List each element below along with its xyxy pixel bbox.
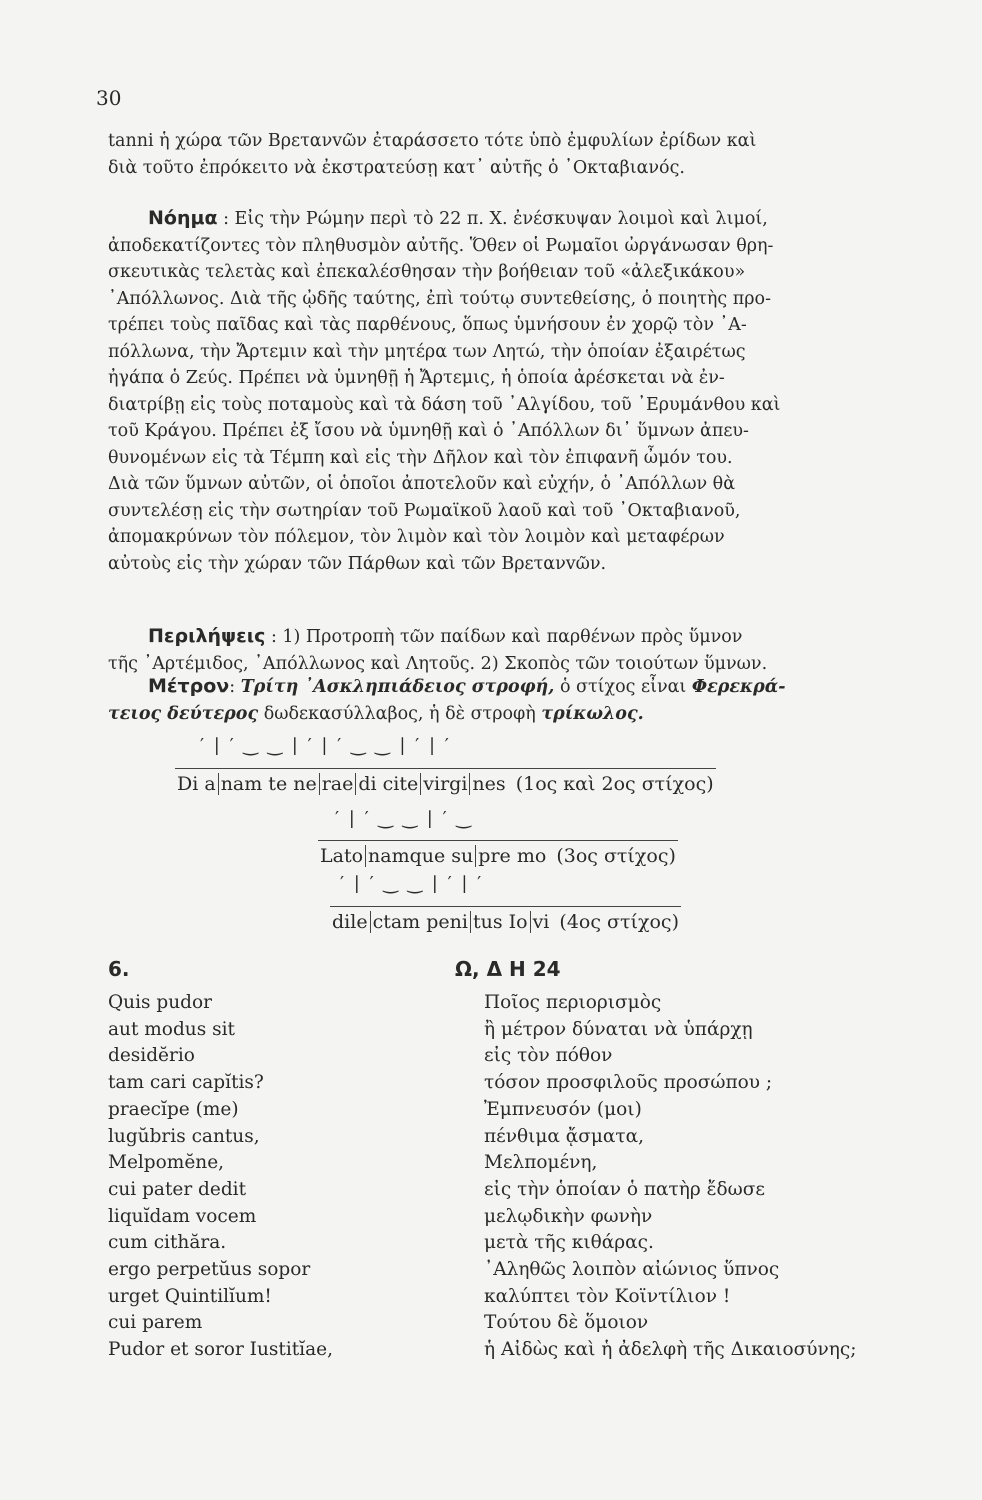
- greek-line: εἰς τὴν ὁποίαν ὁ πατὴρ ἔδωσε: [484, 1178, 765, 1200]
- metron-heading: Μέτρον: [148, 675, 230, 697]
- scansion-cell: dile: [332, 911, 368, 933]
- latin-line: praecĭpe (me): [108, 1098, 239, 1120]
- greek-line: ἢ μέτρον δύναται νὰ ὑπάρχῃ: [484, 1018, 753, 1040]
- scansion-marks: ′ | ′ ‿ ‿ | ′ | ′: [340, 873, 484, 894]
- ode-title: Ω, Δ Η 24: [455, 957, 561, 981]
- scansion-cell: Lato: [320, 845, 364, 867]
- noema-line: σκευτικὰς τελετὰς καὶ ἐπεκαλέσθησαν τὴν βοήθειαν τοῦ «ἀλεξικάκου»: [108, 262, 746, 282]
- latin-text-column: [108, 990, 333, 1364]
- noema-line: θυνομένων εἰς τὰ Τέμπη καὶ εἰς τὴν Δῆλον καὶ τὸν ἐπιφανῆ ὦμόν του.: [108, 447, 733, 468]
- noema-line: Διὰ τῶν ὕμνων αὐτῶν, οἱ ὁποῖοι ἀποτελοῦν καὶ εὐχήν, ὁ ᾽Απόλλων θὰ: [108, 474, 736, 494]
- scansion-cell: tus Io: [470, 911, 530, 933]
- scansion-note: (3ος στίχος): [556, 845, 676, 867]
- latin-line: cum cithăra.: [108, 1232, 227, 1254]
- noema-line: ἀποδεκατίζοντες τὸν πληθυσμὸν αὐτῆς. Ὅθεν οἱ Ρωμαῖοι ὠργάνωσαν θρη-: [108, 235, 774, 256]
- greek-line: πένθιμα ᾄσματα,: [484, 1125, 645, 1147]
- scansion-line-1: [175, 768, 716, 795]
- greek-line: τόσον προσφιλοῦς προσώπου ;: [484, 1072, 773, 1094]
- noema-line: τοῦ Κράγου. Πρέπει ἐξ ἴσου νὰ ὑμνηθῇ καὶ ὁ ᾽Απόλλων δι᾽ ὕμνων ἀπευ-: [108, 421, 749, 441]
- scansion-note: (4ος στίχος): [559, 911, 679, 933]
- greek-line: Ποῖος περιορισμὸς: [484, 992, 662, 1013]
- latin-line: cui parem: [108, 1312, 203, 1334]
- latin-line: ergo perpetŭus sopor: [108, 1259, 311, 1281]
- scansion-marks: ′ | ′ ‿ ‿ | ′ ‿: [335, 808, 473, 829]
- scansion-cell: pre mo: [475, 845, 548, 867]
- noema-line: τρέπει τοὺς παῖδας καὶ τὰς παρθένους, ὅπως ὑμνήσουν ἐν χορῷ τὸν ᾽Α-: [108, 315, 747, 335]
- metron-paragraph: Μέτρον: Τρίτη ᾽Ασκληπιάδειος στροφή, ὁ στίχος εἶναι Φερεκρά- τειος δεύτερος δωδεκασύλλαβος, ἡ δὲ στροφὴ τρίκωλος.: [108, 675, 786, 724]
- scansion-cell: rae: [319, 773, 356, 795]
- greek-line: ἡ Αἰδὼς καὶ ἡ ἀδελφὴ τῆς Δικαιοσύνης;: [484, 1339, 857, 1361]
- noema-heading: Νόημα: [148, 207, 218, 229]
- scansion-marks: ′ | ′ ‿ ‿ | ′ | ′ ‿ ‿ | ′ | ′: [200, 735, 451, 756]
- intro-line: διὰ τοῦτο ἐπρόκειτο νὰ ἐκστρατεύσῃ κατ᾽ αὐτῆς ὁ ᾽Οκταβιανός.: [108, 157, 685, 178]
- latin-line: urget Quintilĭum!: [108, 1285, 272, 1307]
- latin-line: tam cari capĭtis?: [108, 1072, 264, 1094]
- greek-line: ᾽Αληθῶς λοιπὸν αἰώνιος ὕπνος: [484, 1259, 780, 1281]
- scansion-cell: nes: [469, 773, 507, 795]
- greek-line: Τούτου δὲ ὅμοιον: [484, 1312, 649, 1334]
- greek-line: Ἐμπνευσόν (μοι): [484, 1098, 642, 1120]
- greek-line: μελῳδικὴν φωνὴν: [484, 1205, 653, 1227]
- latin-line: Pudor et soror Iustitĭae,: [108, 1339, 333, 1361]
- perilipsis-paragraph: Περιλήψεις : 1) Προτροπὴ τῶν παίδων καὶ παρθένων πρὸς ὕμνον τῆς ᾽Αρτέμιδος, ᾽Απόλλωνος καὶ Λητοῦς. 2) Σκοπὸς τῶν τοιούτων ὕμνων.: [108, 623, 968, 677]
- scansion-cell: namque su: [365, 845, 475, 867]
- noema-line: Νόημα : Εἰς τὴν Ρώμην περὶ τὸ 22 π. Χ. ἐνέσκυψαν λοιμοὶ καὶ λιμοί,: [148, 207, 768, 229]
- greek-line: εἰς τὸν πόθον: [484, 1045, 613, 1067]
- latin-line: aut modus sit: [108, 1018, 235, 1040]
- page-number: 30: [96, 86, 122, 110]
- latin-line: Quis pudor: [108, 992, 212, 1013]
- latin-line: cui pater dedit: [108, 1178, 247, 1200]
- scansion-cell: nam te ne: [218, 773, 319, 795]
- scansion-cell: virgi: [420, 773, 469, 795]
- greek-line: καλύπτει τὸν Κοϊντίλιον !: [484, 1285, 731, 1307]
- scansion-line-2: [318, 840, 678, 867]
- noema-line: διατρίβῃ εἰς τοὺς ποταμοὺς καὶ τὰ δάση τοῦ ᾽Αλγίδου, τοῦ ᾽Ερυμάνθου καὶ: [108, 394, 781, 415]
- noema-line: ἀπομακρύνων τὸν πόλεμον, τὸν λιμὸν καὶ τὸν λοιμὸν καὶ μεταφέρων: [108, 527, 725, 547]
- noema-line: αὐτοὺς εἰς τὴν χώραν τῶν Πάρθων καὶ τῶν Βρετανvῶν.: [108, 553, 607, 574]
- noema-line: συντελέσῃ εἰς τὴν σωτηρίαν τοῦ Ρωμαϊκοῦ λαοῦ καὶ τοῦ ᾽Οκταβιανοῦ,: [108, 500, 741, 521]
- noema-line: ᾽Απόλλωνος. Διὰ τῆς ᾠδῆς ταύτης, ἐπὶ τούτῳ συντεθείσης, ὁ ποιητὴς προ-: [108, 288, 772, 309]
- noema-line: πόλλωνα, τὴν Ἄρτεμιν καὶ τὴν μητέρα των Λητώ, τὴν ὁποίαν ἐξαιρέτως: [108, 341, 746, 362]
- ode-number: 6.: [108, 957, 130, 981]
- scansion-cell: vi: [530, 911, 552, 933]
- greek-line: μετὰ τῆς κιθάρας.: [484, 1232, 654, 1254]
- latin-line: lugŭbris cantus,: [108, 1125, 260, 1147]
- noema-line: ἠγάπα ὁ Ζεύς. Πρέπει νὰ ὑμνηθῇ ἡ Ἄρτεμις, ἡ ὁποία ἀρέσκεται νὰ ἐν-: [108, 368, 725, 388]
- scansion-cell: di cite: [355, 773, 420, 795]
- scansion-cell: Di a: [177, 773, 216, 795]
- latin-line: Melpomĕne,: [108, 1152, 225, 1174]
- scansion-cell: ctam peni: [370, 911, 470, 933]
- perilipsis-line: τῆς ᾽Αρτέμιδος, ᾽Απόλλωνος καὶ Λητοῦς. 2) Σκοπὸς τῶν τοιούτων ὕμνων.: [108, 653, 768, 674]
- greek-translation-column: [484, 990, 856, 1364]
- scansion-note: (1ος καὶ 2ος στίχος): [515, 773, 714, 795]
- greek-line: Μελπομένη,: [484, 1152, 598, 1174]
- scansion-line-3: [330, 906, 681, 933]
- perilipsis-heading: Περιλήψεις: [148, 625, 266, 647]
- latin-line: liquĭdam vocem: [108, 1205, 257, 1227]
- intro-line: tanni ἡ χώρα τῶν Βρετανvῶν ἐταράσσετο τότε ὑπὸ ἐμφυλίων ἐρίδων καὶ: [108, 131, 757, 151]
- latin-line: desidĕrio: [108, 1045, 195, 1067]
